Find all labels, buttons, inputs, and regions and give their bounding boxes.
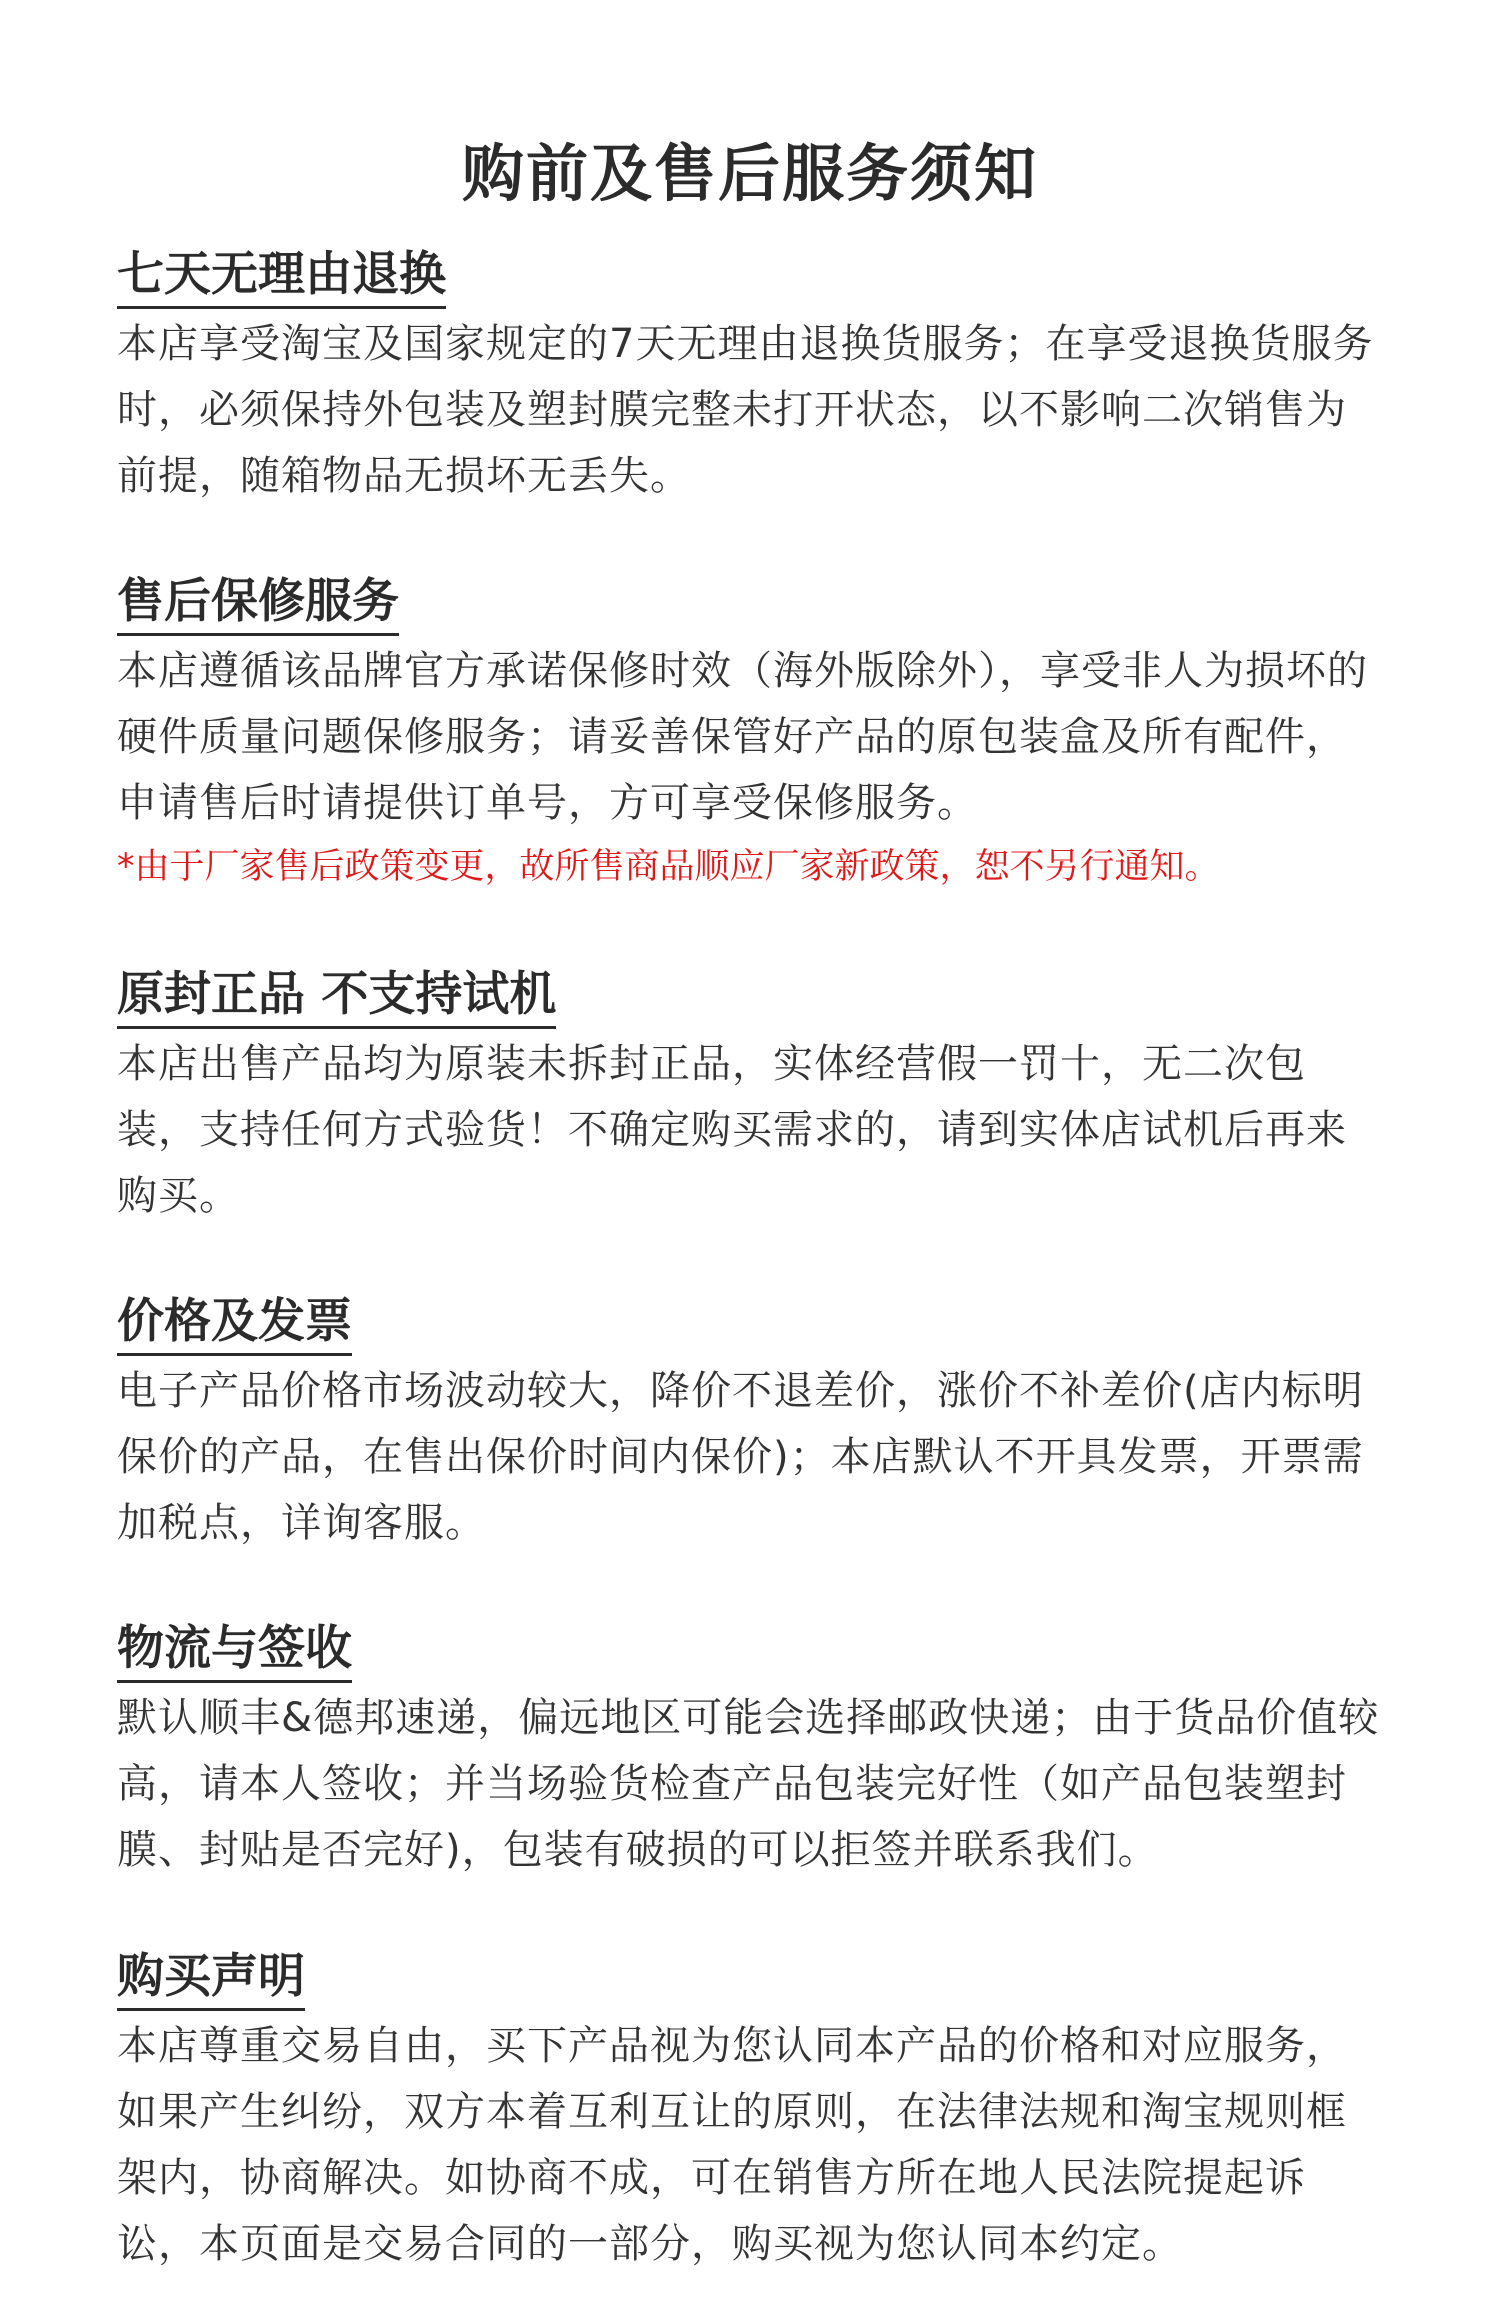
policy-change-note: *由于厂家售后政策变更，故所售商品顺应厂家新政策，恕不另行通知。 [117, 847, 1220, 887]
section-body: 电子产品价格市场波动较大，降价不退差价，涨价不补差价(店内标明保价的产品，在售出保价时间内保价)；本店默认不开具发票，开票需加税点，详询客服。 [117, 1368, 1364, 1546]
section-body: 本店出售产品均为原装未拆封正品，实体经营假一罚十，无二次包装，支持任何方式验货！不确定购买需求的，请到实体店试机后再来购买。 [117, 1041, 1347, 1219]
page-title: 购前及售后服务须知 [461, 136, 1038, 210]
section-body: 本店尊重交易自由，买下产品视为您认同本产品的价格和对应服务，如果产生纠纷，双方本着互利互让的原则，在法律法规和淘宝规则框架内，协商解决。如协商不成，可在销售方所在地人民法院提起诉讼，本页面是交易合同的一部分，购买视为您认同本约定。 [117, 2023, 1347, 2267]
section-body: 默认顺丰&德邦速递，偏远地区可能会选择邮政快递；由于货品价值较高，请本人签收；并当场验货检查产品包装完好性（如产品包装塑封膜、封贴是否完好)，包装有破损的可以拒签并联系我们。 [117, 1695, 1380, 1873]
section-heading: 购买声明 [117, 1948, 305, 2011]
section-heading: 七天无理由退换 [117, 246, 446, 309]
section-heading: 售后保修服务 [117, 573, 399, 636]
section-body: 本店遵循该品牌官方承诺保修时效（海外版除外），享受非人为损坏的硬件质量问题保修服务；请妥善保管好产品的原包装盒及所有配件，申请售后时请提供订单号，方可享受保修服务。 [117, 648, 1368, 826]
section-genuine-sealed [117, 966, 1387, 1229]
section-price-invoice [117, 1293, 1387, 1556]
section-logistics-receipt [117, 1620, 1387, 1883]
section-seven-day-return [117, 246, 1387, 509]
section-heading: 物流与签收 [117, 1620, 352, 1683]
section-purchase-statement [117, 1948, 1387, 2277]
section-heading: 价格及发票 [117, 1293, 352, 1356]
section-warranty-service [117, 573, 1387, 898]
section-body: 本店享受淘宝及国家规定的7天无理由退换货服务；在享受退换货服务时，必须保持外包装及塑封膜完整未打开状态，以不影响二次销售为前提，随箱物品无损坏无丢失。 [117, 321, 1374, 499]
section-heading: 原封正品 不支持试机 [117, 966, 556, 1029]
